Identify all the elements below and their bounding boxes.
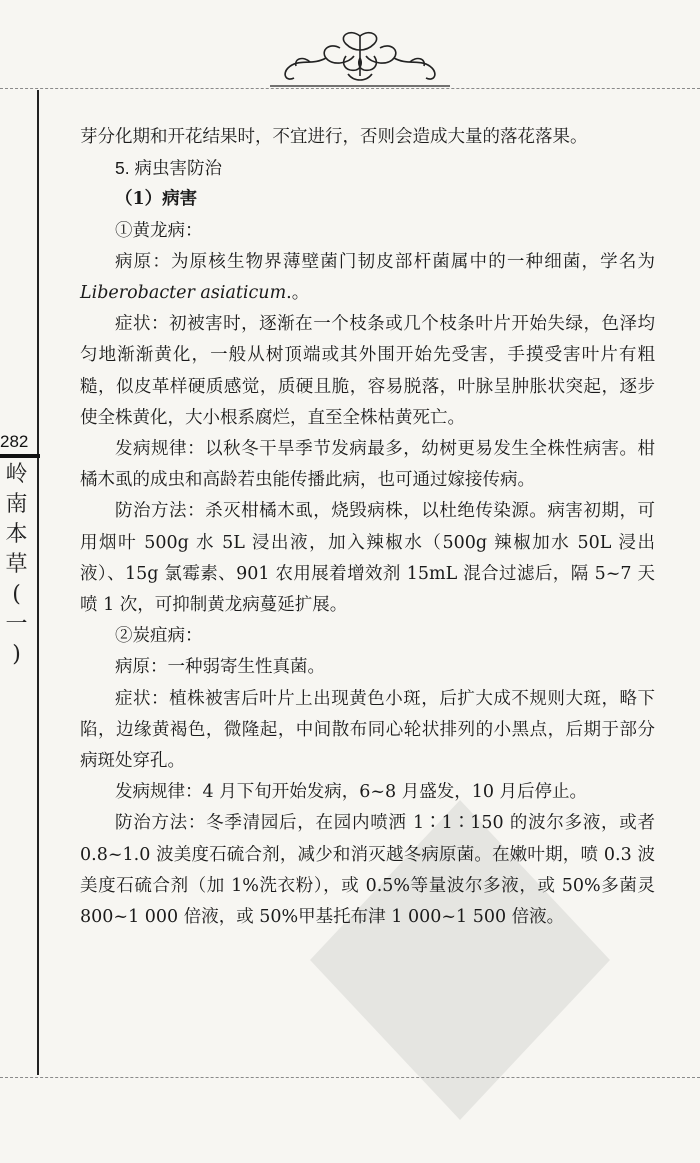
paragraph: 防治方法：杀灭柑橘木虱，烧毁病株，以杜绝传染源。病害初期，可用烟叶 500g 水 5L 浸出液，加入辣椒水（500g 辣椒加水 50L 浸出液）、15g 氯霉素、901 农用展着增效剂 15mL 混合过滤后，隔 5~7 天喷 1 次，可抑制黄龙病蔓延扩展。 (80, 501, 656, 616)
field-label: 防治方法： (115, 813, 207, 834)
running-title-char: 草 (5, 552, 29, 577)
field-label: 发病规律： (115, 782, 203, 803)
section-heading: 5. 病虫害防治 (115, 158, 222, 179)
disease-heading: ①黄龙病： (115, 220, 203, 241)
field-label: 防治方法： (115, 501, 206, 522)
disease-heading: ②炭疽病： (115, 626, 203, 647)
running-title-char: 岭 (5, 462, 29, 487)
paragraph: 病原：为原核生物界薄壁菌门韧皮部杆菌属中的一种细菌，学名为 Liberobacter asiaticum.。 (80, 251, 656, 304)
latin-name: Liberobacter asiaticum (80, 283, 287, 304)
margin-tab (0, 454, 40, 458)
page-number: 282 (0, 432, 29, 451)
paragraph: 防治方法：冬季清园后，在园内喷洒 1∶1∶150 的波尔多液，或者 0.8~1.0 波美度石硫合剂，减少和消灭越冬病原菌。在嫩叶期，喷 0.3 波美度石硫合剂（加 1%洗衣粉），或 0.5%等量波尔多液，或 50%多菌灵 800~1 000 倍液，或 50%甲基托布津 1 000~1 500 倍液。 (80, 813, 655, 928)
running-title-char: 南 (5, 492, 29, 517)
field-label: 症状： (115, 314, 170, 335)
field-label: 发病规律： (115, 439, 206, 460)
running-title-char: ) (12, 642, 22, 667)
subsection-heading: （1）病害 (115, 189, 198, 210)
field-label: 症状： (115, 688, 170, 709)
paragraph: 芽分化期和开花结果时，不宜进行，否则会造成大量的落花落果。 (80, 127, 588, 147)
paragraph: 发病规律：以秋冬干旱季节发病最多，幼树更易发生全株性病害。柑橘木虱的成虫和高龄若虫能传播此病，也可通过嫁接传病。 (80, 439, 656, 491)
paragraph: 症状：植株被害后叶片上出现黄色小斑，后扩大成不规则大斑，略下陷，边缘黄褐色，微隆起，中间散布同心轮状排列的小黑点，后期于部分病斑处穿孔。 (80, 688, 656, 772)
margin-rule (37, 90, 39, 1075)
paragraph: 症状：初被害时，逐渐在一个枝条或几个枝条叶片开始失绿，色泽均匀地渐渐黄化，一般从树顶端或其外围开始先受害，手摸受害叶片有粗糙，似皮革样硬质感觉，质硬且脆，容易脱落，叶脉呈肿胀状突起，逐步使全株黄化，大小根系腐烂，直至全株枯黄死亡。 (80, 314, 656, 428)
running-title-char: 本 (5, 522, 29, 547)
header-ornament-icon (270, 28, 450, 88)
field-label: 病原： (115, 657, 168, 678)
field-label: 病原： (115, 251, 171, 272)
header-divider (0, 88, 700, 89)
running-title-char: ( (12, 582, 22, 607)
running-title-char: 一 (5, 612, 29, 637)
body-text (80, 122, 655, 933)
running-title (3, 460, 31, 670)
paragraph: 病原：一种弱寄生性真菌。 (115, 657, 325, 678)
footer-divider (0, 1077, 700, 1078)
paragraph: 发病规律：4 月下旬开始发病，6~8 月盛发，10 月后停止。 (115, 782, 588, 803)
